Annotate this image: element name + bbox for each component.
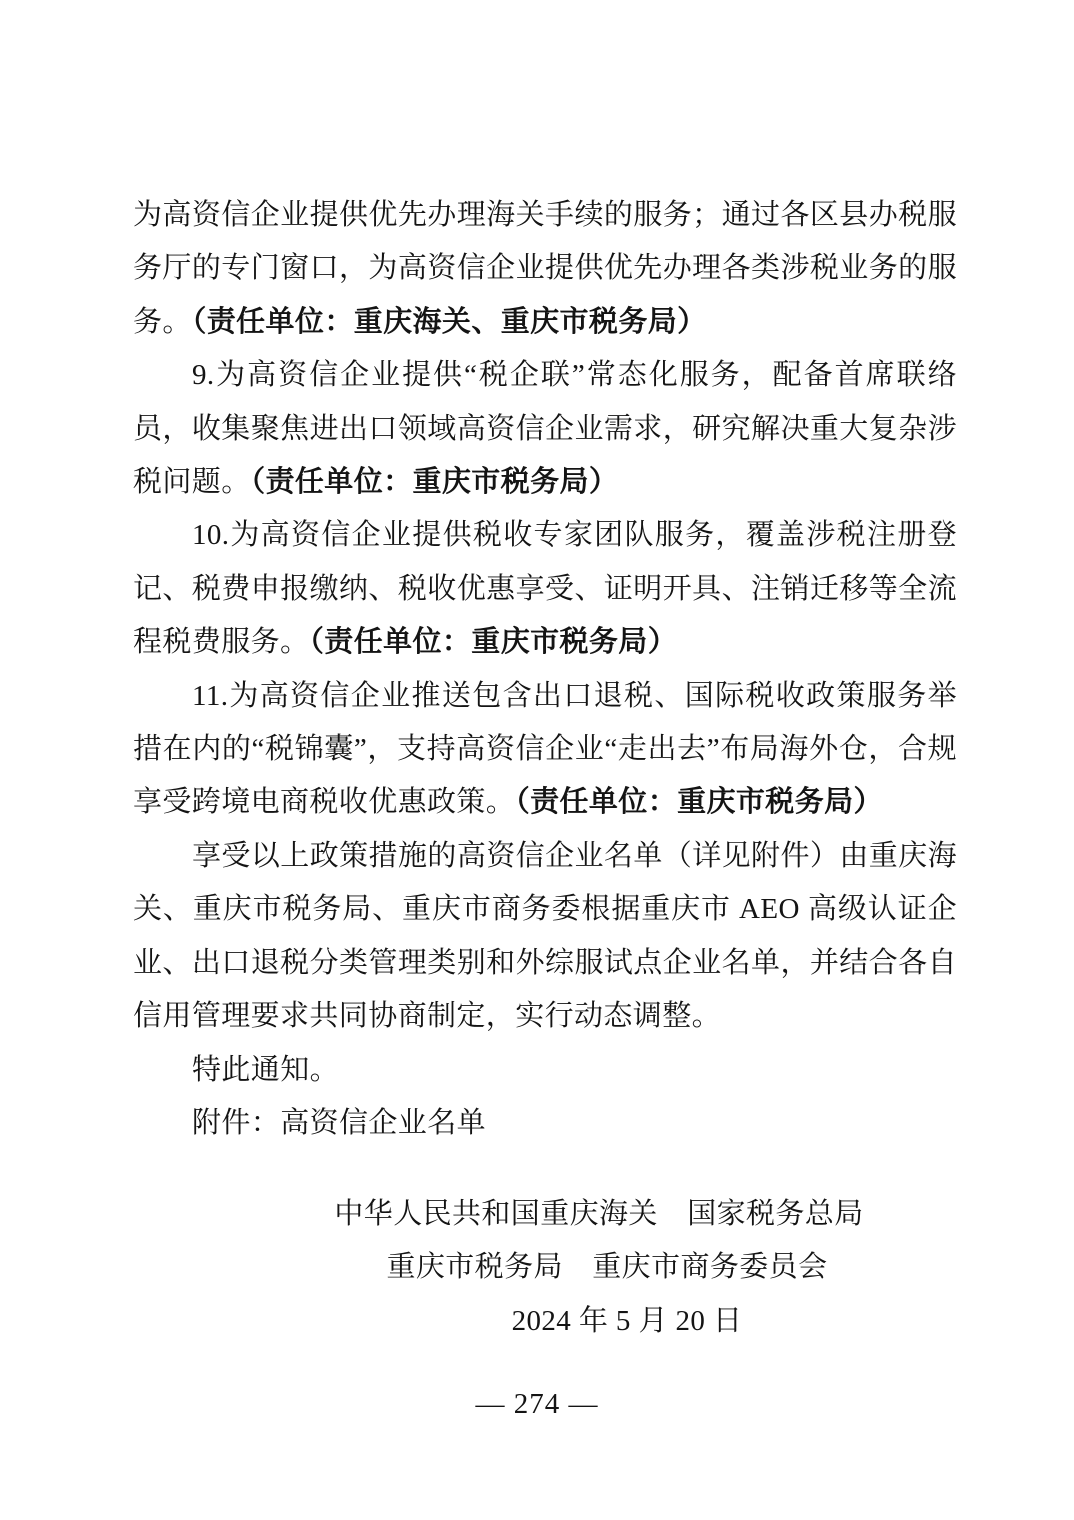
paragraph [133, 830, 957, 1044]
paragraph-text: 享受以上政策措施的高资信企业名单（详见附件）由重庆海关、重庆市税务局、重庆市商务委根据重庆市 AEO 高级认证企业、出口退税分类管理类别和外综服试点企业名单，并结合各自信用管理要求共同协商制定，实行动态调整。 [133, 839, 957, 1033]
paragraph-text: 附件：高资信企业名单 [192, 1106, 487, 1139]
paragraph [133, 1044, 957, 1097]
responsibility-unit: （责任单位：重庆市税务局） [309, 626, 678, 659]
document-body [133, 189, 957, 1150]
responsibility-unit: （责任单位：重庆海关、重庆市税务局） [191, 305, 707, 338]
paragraph-text: 9.为高资信企业提供“税企联”常态化服务，配备首席联络员，收集聚焦进出口领域高资信企业需求，研究解决重大复杂涉税问题。 [133, 359, 957, 499]
paragraph-text: 特此通知。 [192, 1053, 340, 1086]
paragraph-text: 为高资信企业提供优先办理海关手续的服务；通过各区县办税服务厅的专门窗口，为高资信企业提供优先办理各类涉税业务的服务。 [133, 199, 957, 338]
signature-block [0, 1188, 1074, 1348]
paragraph [133, 189, 957, 349]
paragraph [133, 349, 957, 509]
responsibility-unit: （责任单位：重庆市税务局） [515, 786, 883, 819]
paragraph-text: 11.为高资信企业推送包含出口退税、国际税收政策服务举措在内的“税锦囊”，支持高资信企业“走出去”布局海外仓，合规享受跨境电商税收优惠政策。 [133, 679, 957, 819]
signature-date: 2024 年 5 月 20 日 [511, 1304, 743, 1337]
paragraph [133, 509, 957, 669]
signature-issuers-line-1: 中华人民共和国重庆海关 国家税务总局 [334, 1198, 864, 1230]
page-footer [0, 1384, 1074, 1424]
paragraph [133, 1097, 957, 1150]
paragraph [133, 670, 957, 830]
page-number: — 274 — [475, 1388, 599, 1420]
responsibility-unit: （责任单位：重庆市税务局） [250, 466, 619, 499]
signature-issuers-line-2: 重庆市税务局 重庆市商务委员会 [386, 1251, 828, 1284]
paragraph-text: 10.为高资信企业提供税收专家团队服务，覆盖涉税注册登记、税费申报缴纳、税收优惠享受、证明开具、注销迁移等全流程税费服务。 [133, 519, 957, 659]
